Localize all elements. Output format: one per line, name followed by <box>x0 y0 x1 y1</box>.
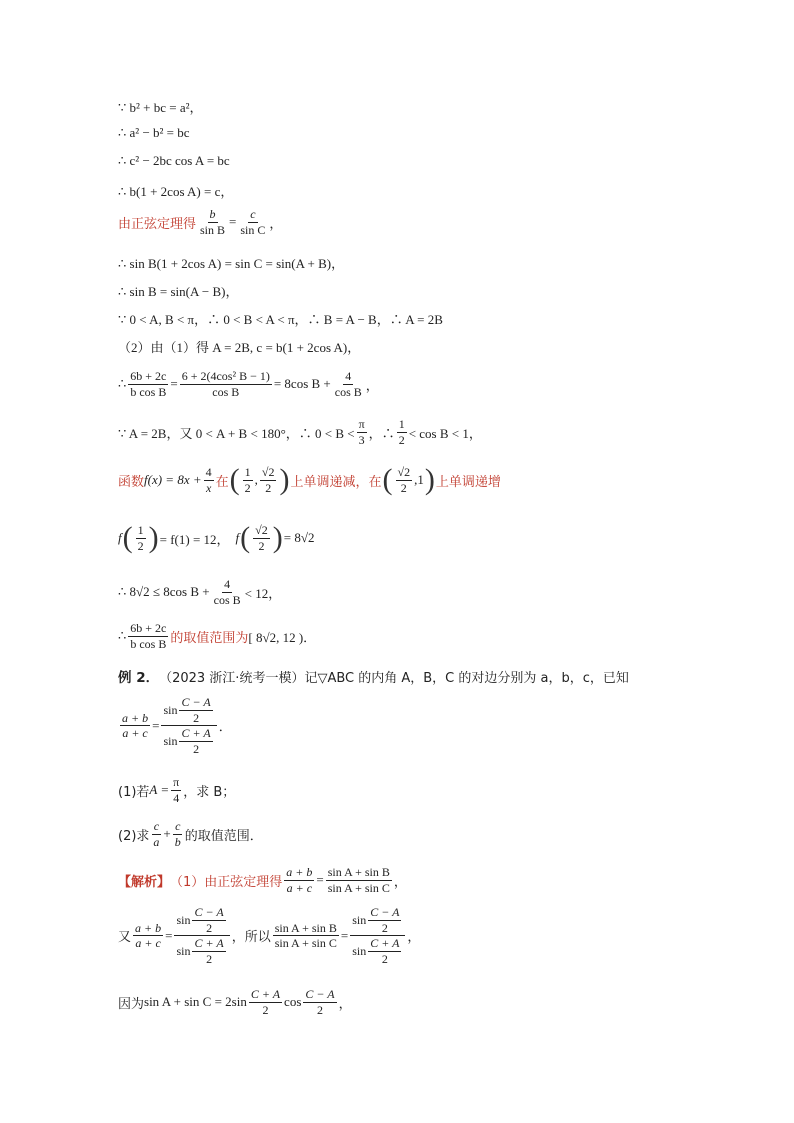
denominator: 2 <box>258 538 265 553</box>
numerator: C − A <box>305 987 335 1001</box>
denominator: cos B <box>213 592 241 607</box>
line-1 <box>118 97 203 116</box>
denominator: 2 <box>244 480 251 495</box>
numerator: π <box>173 775 180 789</box>
text: = <box>316 872 324 888</box>
compound-fraction <box>350 906 405 965</box>
text: sin <box>163 733 178 748</box>
line-15 <box>118 622 316 650</box>
fraction <box>128 370 168 398</box>
text: = 8√2 <box>283 530 315 545</box>
fraction <box>249 988 282 1016</box>
fraction <box>151 820 161 848</box>
fraction <box>128 622 168 650</box>
line-8 <box>118 309 443 328</box>
fraction <box>238 208 267 236</box>
numerator: b <box>209 207 216 221</box>
fraction <box>204 466 214 494</box>
text: sin <box>163 702 178 717</box>
fraction <box>326 866 392 894</box>
text: 因为 <box>118 996 145 1012</box>
text: ∵ 0 < A, B < π，∴ 0 < B < A < π，∴ B = A − B，∴ A = 2B <box>118 312 443 327</box>
numerator: 6 + 2(4cos² B − 1) <box>181 369 270 383</box>
numerator: 4 <box>205 464 212 479</box>
fraction <box>260 466 277 494</box>
fraction <box>179 727 212 755</box>
text: f(x) = 8x + <box>144 472 202 487</box>
text: 上单调递增 <box>435 474 501 490</box>
denominator: 2 <box>381 920 388 935</box>
denominator: b <box>174 834 181 849</box>
text: sin <box>176 912 191 927</box>
text: 的取值范围． <box>184 828 263 844</box>
fraction <box>179 696 212 724</box>
text: ， <box>338 995 352 1011</box>
solution-line-2 <box>118 906 420 965</box>
text: ∵ b² + bc = a²， <box>118 100 203 115</box>
solution-line-1 <box>118 866 407 894</box>
text: sin <box>176 943 191 958</box>
numerator: C + A <box>194 936 224 951</box>
denominator: 2 <box>137 538 144 553</box>
numerator: C − A <box>181 695 211 709</box>
denominator: a + c <box>122 726 148 741</box>
denominator: b cos B <box>130 384 167 399</box>
fraction <box>357 418 367 446</box>
numerator: c <box>175 819 181 833</box>
text: ， <box>269 215 283 231</box>
text: = f(1) = 12， <box>159 531 230 547</box>
numerator: C + A <box>250 987 281 1001</box>
question-2 <box>118 820 263 848</box>
example-source: （2023 浙江·统考一模） <box>159 670 305 686</box>
line-4 <box>118 181 233 200</box>
denominator: 2 <box>400 480 407 495</box>
numerator: 6b + 2c <box>130 369 167 383</box>
text: + <box>163 826 171 842</box>
text: ， <box>365 377 379 393</box>
numerator: a + b <box>135 920 162 935</box>
text: f <box>118 530 122 545</box>
numerator: C − A <box>194 905 224 919</box>
numerator: C + A <box>181 726 211 741</box>
numerator: √2 <box>255 522 268 537</box>
text: = 8cos B + <box>273 376 331 392</box>
numerator: √2 <box>397 464 411 479</box>
text: sin <box>352 912 367 927</box>
text: ，求 B； <box>183 784 236 800</box>
fraction <box>333 370 364 398</box>
text: A = <box>149 782 170 798</box>
text: 记▽ABC 的内角 A，B，C 的对边分别为 a，b，c，已知 <box>304 670 629 686</box>
line-5: 由正弦定理得 $\frac{b}{\text{sin B}}$ = $\frac{c}{\text{sin C}}$ ， <box>118 207 283 237</box>
line-13: f ( $\frac{1}{2}$ ) = f(1) = 12， f ( $\frac{√2}{2}$ ) = 8√2 <box>118 521 315 554</box>
fraction <box>198 208 227 236</box>
numerator: C + A <box>370 936 400 951</box>
solution-tag: 【解析】 <box>118 874 171 890</box>
text: ∴ a² − b² = bc <box>118 125 190 140</box>
numerator: √2 <box>261 464 275 479</box>
text: ∴ <box>118 628 127 644</box>
denominator: cos B <box>334 384 362 399</box>
text: 上单调递减，在 <box>290 474 382 490</box>
line-6 <box>118 253 344 272</box>
line-9 <box>118 337 360 356</box>
solution-line-3 <box>118 988 352 1016</box>
denominator: b cos B <box>130 636 167 651</box>
denominator: a + c <box>286 880 313 895</box>
example-label: 例 2． <box>118 670 160 686</box>
denominator: 2 <box>398 432 405 447</box>
numerator: a + b <box>122 710 149 725</box>
numerator: π <box>358 417 365 431</box>
line-3 <box>118 153 230 169</box>
numerator: a + b <box>286 865 313 879</box>
compound-fraction <box>174 906 229 965</box>
text: sin A + sin C = 2sin <box>144 994 247 1010</box>
text: 由正弦定理得 <box>118 216 197 232</box>
fraction <box>212 578 243 606</box>
text: ， <box>393 873 407 889</box>
text: （1）由正弦定理得 <box>170 874 283 890</box>
denominator: 2 <box>193 741 200 756</box>
text: < 12， <box>244 585 282 601</box>
text: = <box>340 927 349 943</box>
text: sin <box>352 943 367 958</box>
text: ∴ c² − 2bc cos A = bc <box>118 153 230 168</box>
fraction <box>284 866 314 894</box>
numerator: 1 <box>244 464 251 479</box>
numerator: 1 <box>398 417 405 431</box>
text: 在 <box>215 474 229 490</box>
line-14 <box>118 578 281 606</box>
numerator: sin A + sin B <box>327 865 390 879</box>
text: ，∴ <box>368 425 395 441</box>
fraction <box>120 712 150 740</box>
question-1 <box>118 776 235 804</box>
fraction <box>303 988 336 1016</box>
fraction <box>273 922 339 950</box>
denominator: 2 <box>206 920 213 935</box>
text: = <box>165 927 173 943</box>
fraction <box>192 906 225 934</box>
line-10 <box>118 370 379 398</box>
fraction <box>180 370 272 398</box>
numerator: c <box>250 207 256 221</box>
fraction <box>396 466 413 494</box>
line-11 <box>118 418 482 446</box>
denominator: 3 <box>358 432 365 447</box>
example-2-formula <box>118 696 232 755</box>
fraction <box>192 937 225 965</box>
text: < cos B < 1， <box>408 425 482 441</box>
text: ∴ sin B = sin(A − B)， <box>118 284 239 299</box>
denominator: 2 <box>193 710 200 725</box>
denominator: sin C <box>240 222 266 237</box>
text: ,1 <box>414 472 424 487</box>
denominator: 2 <box>381 951 388 966</box>
text: ， <box>407 929 421 945</box>
text: ∴ <box>118 376 127 392</box>
numerator: 6b + 2c <box>130 621 167 635</box>
denominator: 2 <box>262 1002 269 1017</box>
text: ∴ sin B(1 + 2cos A) = sin C = sin(A + B)， <box>118 256 345 271</box>
text: = <box>152 717 160 733</box>
line-2 <box>118 125 190 141</box>
text: ∵ A = 2B，又 0 < A + B < 180°，∴ 0 < B < <box>118 425 355 441</box>
denominator: 4 <box>173 790 180 805</box>
text: cos <box>284 994 302 1010</box>
text: = <box>170 376 178 392</box>
numerator: C − A <box>370 905 400 919</box>
numerator: 4 <box>345 369 352 383</box>
denominator: 2 <box>317 1002 323 1017</box>
fraction <box>243 466 253 494</box>
line-7 <box>118 281 238 300</box>
line-12: 函数 f(x) = 8x + $\frac{4}{x}$ 在 ( $\frac{1}{2}$ , $\frac{√2}{2}$ ) 上单调递减，在 ( $\frac{√2}{2}$ ,1 ) 上单调递增 <box>118 463 501 496</box>
text: (2)求 <box>118 828 150 844</box>
fraction <box>368 937 401 965</box>
text: （2）由（1）得 A = 2B, c = b(1 + 2cos A)， <box>118 340 361 355</box>
text: (1)若 <box>118 784 150 800</box>
fraction <box>397 418 407 446</box>
denominator: 2 <box>265 480 272 495</box>
denominator: cos B <box>212 384 240 399</box>
text: ∴ 8√2 ≤ 8cos B + <box>118 584 210 600</box>
text: 又 <box>118 930 132 946</box>
fraction <box>133 922 163 950</box>
denominator: a + c <box>135 936 161 951</box>
numerator: 1 <box>137 522 144 537</box>
text: 的取值范围为 <box>170 630 249 646</box>
numerator: 4 <box>224 577 231 591</box>
fraction <box>136 524 146 552</box>
example-2-heading <box>118 666 629 686</box>
text: ∴ b(1 + 2cos A) = c， <box>118 184 234 199</box>
denominator: 2 <box>206 951 213 966</box>
denominator: x <box>205 480 212 495</box>
fraction <box>173 820 183 848</box>
numerator: sin A + sin B <box>274 920 337 935</box>
denominator: sin B <box>200 222 226 237</box>
text: [ 8√2, 12 )． <box>248 629 317 645</box>
fraction <box>368 906 401 934</box>
denominator: sin A + sin C <box>274 936 337 951</box>
text: 函数 <box>118 474 145 490</box>
text: ，所以 <box>231 930 271 946</box>
text: ． <box>218 719 232 735</box>
fraction <box>171 776 181 804</box>
denominator: sin A + sin C <box>327 880 390 895</box>
numerator: c <box>153 819 160 833</box>
compound-fraction <box>161 696 216 755</box>
denominator: a <box>153 834 160 849</box>
text: f <box>235 530 240 545</box>
fraction <box>253 524 270 552</box>
